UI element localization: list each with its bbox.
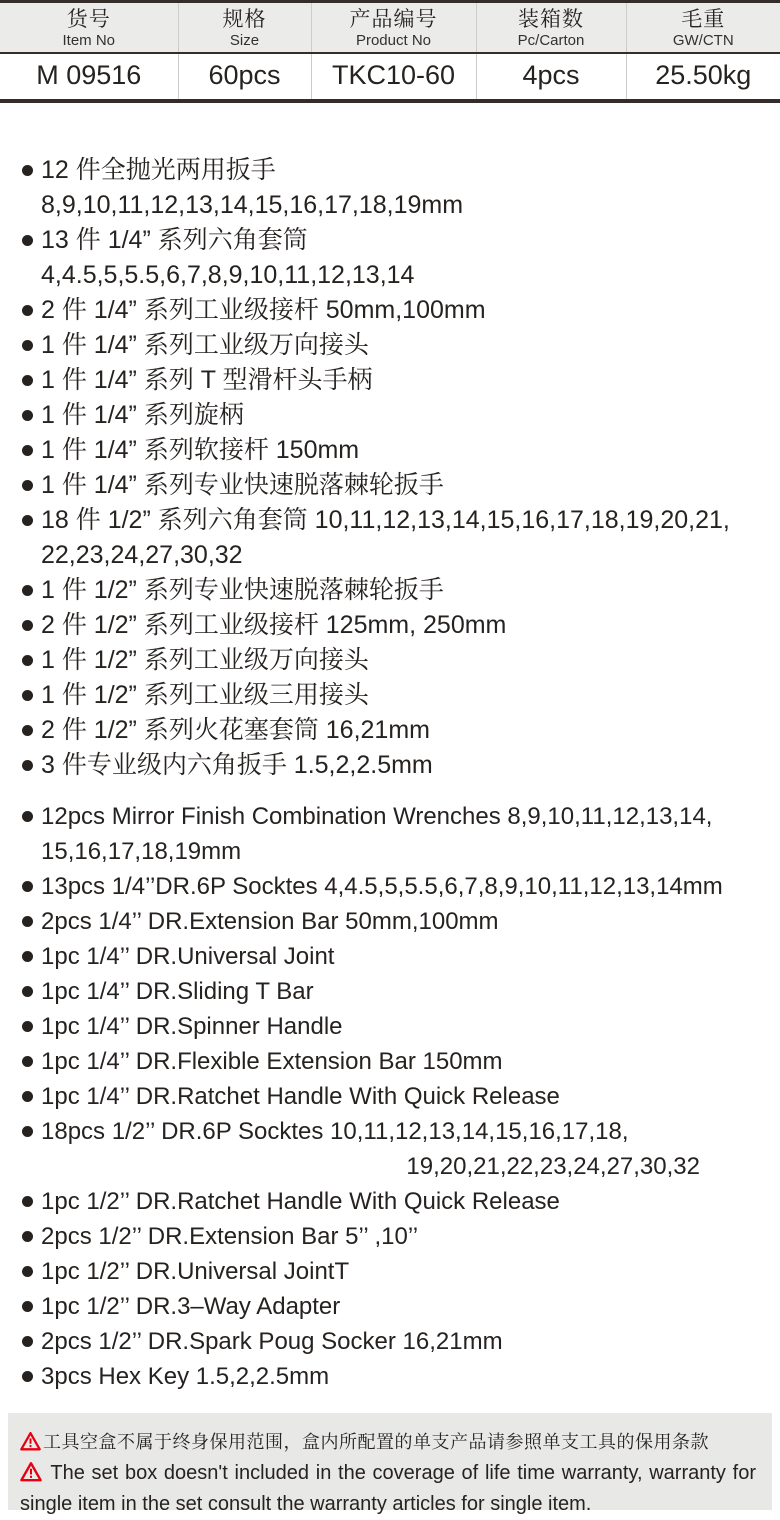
col-header-product-no-en: Product No	[312, 32, 476, 49]
list-item	[22, 363, 780, 398]
bullet-icon	[22, 951, 33, 962]
bullet-icon	[22, 881, 33, 892]
value-product-no: TKC10-60	[311, 53, 476, 101]
col-header-item-no-en: Item No	[0, 32, 178, 49]
list-item-text: 1 件 1/4” 系列工业级万向接头	[41, 328, 369, 363]
list-item-text: 1 件 1/4” 系列 T 型滑杆头手柄	[41, 363, 373, 398]
list-item-text: 1pc 1/4’’ DR.Universal Joint	[41, 939, 334, 974]
contents-list-english	[0, 799, 780, 1394]
list-item-text: 1pc 1/2’’ DR.Ratchet Handle With Quick Release	[41, 1184, 560, 1219]
col-header-pc-carton-zh: 装箱数	[477, 8, 626, 32]
list-item-text: 1pc 1/4’’ DR.Ratchet Handle With Quick Release	[41, 1079, 560, 1114]
warning-triangle-icon	[20, 1431, 41, 1451]
list-item	[22, 1324, 780, 1359]
list-item	[22, 1114, 780, 1184]
list-item-text: 2 件 1/2” 系列火花塞套筒 16,21mm	[41, 713, 430, 748]
list-item-text: 18 件 1/2” 系列六角套筒 10,11,12,13,14,15,16,17,18,19,20,21,	[41, 503, 730, 538]
contents-list-chinese	[0, 153, 780, 783]
value-item-no: M 09516	[0, 53, 178, 101]
bullet-icon	[22, 1056, 33, 1067]
bullet-icon	[22, 986, 33, 997]
list-item	[22, 974, 780, 1009]
col-header-size-zh: 规格	[179, 8, 311, 32]
col-header-product-no	[311, 2, 476, 54]
list-item	[22, 608, 780, 643]
list-item-text-continued: 22,23,24,27,30,32	[22, 538, 780, 573]
list-item-text: 13 件 1/4” 系列六角套筒	[41, 223, 308, 258]
list-item	[22, 328, 780, 363]
bullet-icon	[22, 165, 33, 176]
bullet-icon	[22, 1301, 33, 1312]
list-item-text: 1 件 1/4” 系列专业快速脱落棘轮扳手	[41, 468, 444, 503]
bullet-icon	[22, 480, 33, 491]
bullet-icon	[22, 811, 33, 822]
list-item-text-continued: 8,9,10,11,12,13,14,15,16,17,18,19mm	[22, 188, 780, 223]
list-item	[22, 223, 780, 293]
bullet-icon	[22, 305, 33, 316]
value-gw-ctn: 25.50kg	[626, 53, 780, 101]
col-header-gw-ctn-en: GW/CTN	[627, 32, 780, 49]
list-item	[22, 293, 780, 328]
bullet-icon	[22, 760, 33, 771]
list-item	[22, 939, 780, 974]
list-item	[22, 1254, 780, 1289]
bullet-icon	[22, 410, 33, 421]
list-item	[22, 1219, 780, 1254]
list-item-text: 2 件 1/2” 系列工业级接杆 125mm, 250mm	[41, 608, 506, 643]
list-item-text: 12 件全抛光两用扳手	[41, 153, 276, 188]
warranty-warning-chinese	[20, 1427, 756, 1457]
warning-triangle-icon	[20, 1461, 42, 1482]
bullet-icon	[22, 375, 33, 386]
list-item	[22, 748, 780, 783]
col-header-pc-carton-en: Pc/Carton	[477, 32, 626, 49]
col-header-size	[178, 2, 311, 54]
bullet-icon	[22, 1091, 33, 1102]
list-item	[22, 1289, 780, 1324]
col-header-pc-carton	[476, 2, 626, 54]
list-item	[22, 503, 780, 573]
list-item	[22, 799, 780, 869]
value-pc-carton: 4pcs	[476, 53, 626, 101]
bullet-icon	[22, 1021, 33, 1032]
bullet-icon	[22, 690, 33, 701]
list-item	[22, 468, 780, 503]
list-item-text: 1 件 1/2” 系列专业快速脱落棘轮扳手	[41, 573, 444, 608]
list-item-text-continued: 15,16,17,18,19mm	[22, 834, 780, 869]
col-header-item-no-zh: 货号	[0, 8, 178, 32]
list-item	[22, 678, 780, 713]
list-item	[22, 433, 780, 468]
list-item	[22, 1009, 780, 1044]
list-item	[22, 869, 780, 904]
list-item	[22, 1044, 780, 1079]
list-item	[22, 398, 780, 433]
list-item	[22, 904, 780, 939]
warranty-warning-chinese-text: 工具空盒不属于终身保用范围，盒内所配置的单支产品请参照单支工具的保用条款	[43, 1432, 709, 1452]
list-item-text-continued: 19,20,21,22,23,24,27,30,32	[22, 1149, 780, 1184]
list-item	[22, 573, 780, 608]
bullet-icon	[22, 585, 33, 596]
col-header-gw-ctn-zh: 毛重	[627, 8, 780, 32]
bullet-icon	[22, 655, 33, 666]
list-item-text: 1 件 1/2” 系列工业级三用接头	[41, 678, 369, 713]
bullet-icon	[22, 1336, 33, 1347]
list-item	[22, 1079, 780, 1114]
list-item-text: 2 件 1/4” 系列工业级接杆 50mm,100mm	[41, 293, 486, 328]
list-item	[22, 713, 780, 748]
warranty-warning-box	[8, 1413, 772, 1510]
bullet-icon	[22, 235, 33, 246]
list-item	[22, 643, 780, 678]
bullet-icon	[22, 340, 33, 351]
bullet-icon	[22, 1231, 33, 1242]
col-header-product-no-zh: 产品编号	[312, 8, 476, 32]
col-header-size-en: Size	[179, 32, 311, 49]
bullet-icon	[22, 1371, 33, 1382]
spec-table-header-row	[0, 2, 780, 54]
list-item-text: 2pcs 1/2’’ DR.Extension Bar 5’’ ,10’’	[41, 1219, 418, 1254]
bullet-icon	[22, 620, 33, 631]
list-item	[22, 1359, 780, 1394]
list-item-text: 2pcs 1/4’’ DR.Extension Bar 50mm,100mm	[41, 904, 499, 939]
list-item-text: 1 件 1/4” 系列旋柄	[41, 398, 244, 433]
list-item-text: 1pc 1/2’’ DR.3–Way Adapter	[41, 1289, 340, 1324]
bullet-icon	[22, 1126, 33, 1137]
list-item-text: 1 件 1/4” 系列软接杆 150mm	[41, 433, 359, 468]
bullet-icon	[22, 1266, 33, 1277]
list-item-text-continued: 4,4.5,5,5.5,6,7,8,9,10,11,12,13,14	[22, 258, 780, 293]
bullet-icon	[22, 1196, 33, 1207]
spec-table	[0, 0, 780, 103]
list-item-text: 1pc 1/4’’ DR.Spinner Handle	[41, 1009, 343, 1044]
list-item	[22, 1184, 780, 1219]
list-item-text: 1pc 1/2’’ DR.Universal JointT	[41, 1254, 349, 1289]
list-item-text: 18pcs 1/2’’ DR.6P Socktes 10,11,12,13,14,15,16,17,18,	[41, 1114, 629, 1149]
value-size: 60pcs	[178, 53, 311, 101]
warranty-warning-english	[20, 1458, 756, 1520]
list-item	[22, 153, 780, 223]
bullet-icon	[22, 445, 33, 456]
spec-table-value-row	[0, 53, 780, 101]
col-header-item-no	[0, 2, 178, 54]
list-item-text: 1pc 1/4’’ DR.Sliding T Bar	[41, 974, 314, 1009]
list-item-text: 13pcs 1/4’’DR.6P Socktes 4,4.5,5,5.5,6,7,8,9,10,11,12,13,14mm	[41, 869, 723, 904]
list-item-text: 2pcs 1/2’’ DR.Spark Poug Socker 16,21mm	[41, 1324, 503, 1359]
warranty-warning-english-text: The set box doesn't included in the coverage of life time warranty, warranty for single item in the set consult the warranty articles for single item.	[20, 1462, 756, 1515]
bullet-icon	[22, 916, 33, 927]
list-item-text: 3 件专业级内六角扳手 1.5,2,2.5mm	[41, 748, 433, 783]
col-header-gw-ctn	[626, 2, 780, 54]
list-item-text: 1 件 1/2” 系列工业级万向接头	[41, 643, 369, 678]
list-item-text: 12pcs Mirror Finish Combination Wrenches 8,9,10,11,12,13,14,	[41, 799, 712, 834]
bullet-icon	[22, 515, 33, 526]
bullet-icon	[22, 725, 33, 736]
list-item-text: 1pc 1/4’’ DR.Flexible Extension Bar 150mm	[41, 1044, 503, 1079]
list-item-text: 3pcs Hex Key 1.5,2,2.5mm	[41, 1359, 329, 1394]
